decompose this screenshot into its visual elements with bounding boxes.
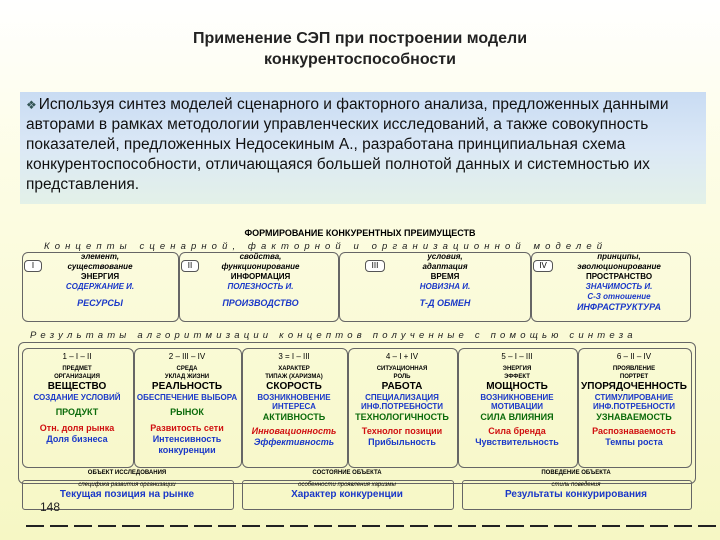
- dash-segment: [50, 525, 68, 527]
- bottom-column-2: [242, 469, 452, 501]
- result-label: 4 – I + IV: [385, 352, 419, 361]
- dash-segment: [674, 525, 692, 527]
- result-text: ТЕХНОЛОГИЧНОСТЬ: [355, 412, 449, 422]
- result-label: 5 – I – III: [501, 352, 533, 361]
- dash-segment: [74, 525, 92, 527]
- dash-segment: [602, 525, 620, 527]
- result-text: ВОЗНИКНОВЕНИЕ: [480, 393, 554, 402]
- result-text: ПРОДУКТ: [55, 407, 99, 417]
- result-text: ИНФ.ПОТРЕБНОСТИ: [592, 402, 676, 411]
- dash-segment: [650, 525, 668, 527]
- dash-segment: [218, 525, 236, 527]
- dash-segment: [626, 525, 644, 527]
- concept-text: ПРОСТРАНСТВО: [585, 272, 653, 281]
- bottom-text: ОБЪЕКТ ИССЛЕДОВАНИЯ: [87, 470, 167, 476]
- result-text: СОЗДАНИЕ УСЛОВИЙ: [33, 393, 121, 402]
- result-text: ВЕЩЕСТВО: [47, 381, 107, 392]
- dash-segment: [338, 525, 356, 527]
- result-column-5: [458, 352, 576, 448]
- result-text: ХАРАКТЕР: [278, 366, 310, 372]
- concept-text: Т-Д ОБМЕН: [419, 298, 471, 308]
- concept-text: ИНФРАСТРУКТУРА: [576, 302, 662, 312]
- dash-segment: [410, 525, 428, 527]
- concepts-heading: Концепты сценарной, факторной и организационной моделей: [44, 241, 608, 252]
- bottom-text: Текущая позиция на рынке: [59, 489, 195, 500]
- concept-text: условия,: [427, 252, 463, 261]
- result-text: УПОРЯДОЧЕННОСТЬ: [581, 381, 687, 392]
- result-text: ТИПАЖ (ХАРИЗМА): [265, 374, 323, 380]
- result-text: Интенсивность: [152, 434, 222, 444]
- concept-text: ИНФОРМАЦИЯ: [230, 272, 291, 281]
- result-text: МОТИВАЦИИ: [490, 402, 544, 411]
- result-text: ОРГАНИЗАЦИЯ: [54, 374, 100, 380]
- concept-text: элемент,: [80, 252, 120, 261]
- bottom-column-1: [22, 469, 232, 501]
- concept-1: [40, 252, 160, 308]
- dash-segment: [482, 525, 500, 527]
- result-column-2: [134, 352, 240, 456]
- result-text: УЗНАВАЕМОСТЬ: [596, 412, 672, 422]
- result-column-4: [348, 352, 456, 448]
- concept-text: ПРОИЗВОДСТВО: [222, 298, 299, 308]
- result-text: АКТИВНОСТЬ: [262, 412, 326, 422]
- result-text: ЭНЕРГИЯ: [502, 366, 532, 372]
- result-text: СКОРОСТЬ: [266, 381, 322, 392]
- concept-4: [556, 252, 682, 312]
- concept-number: III: [365, 260, 385, 272]
- dash-segment: [122, 525, 140, 527]
- dash-segment: [170, 525, 188, 527]
- concept-text: С-З отношение: [587, 292, 651, 301]
- concept-number: II: [181, 260, 199, 272]
- result-text: РОЛЬ: [393, 374, 411, 380]
- result-text: Инновационность: [251, 426, 337, 436]
- result-text: УКЛАД ЖИЗНИ: [164, 374, 210, 380]
- concept-text: ЭНЕРГИЯ: [80, 272, 120, 281]
- result-text: СПЕЦИАЛИЗАЦИЯ: [365, 393, 439, 402]
- bottom-text: ПОВЕДЕНИЕ ОБЪЕКТА: [541, 470, 611, 476]
- concept-text: эволюционирование: [577, 262, 661, 271]
- intro-text: Используя синтез моделей сценарного и факторного анализа, предложенных данными авторами в рамках методологии управленческих исследований, а также совокупность показателей, предложенных Недосекиным А., разработана принципиальная схема конкурентоспособности, отличающаяся большей полнотой данных и системностью их представления.: [26, 96, 669, 193]
- concept-text: функционирование: [221, 262, 300, 271]
- dash-segment: [194, 525, 212, 527]
- page-number: 148: [40, 500, 61, 514]
- bottom-text: Результаты конкурирования: [505, 489, 647, 500]
- result-column-1: [22, 352, 132, 445]
- result-text: РЫНОК: [170, 407, 204, 417]
- result-text: ИНФ.ПОТРЕБНОСТИ: [360, 402, 444, 411]
- dash-segment: [386, 525, 404, 527]
- result-text: ИНТЕРЕСА: [272, 402, 316, 411]
- result-label: 1 – I – II: [62, 352, 92, 361]
- results-heading: Результаты алгоритмизации концептов полученные с помощью синтеза: [30, 330, 637, 341]
- concept-text: ПОЛЕЗНОСТЬ И.: [227, 282, 294, 291]
- result-column-3: [242, 352, 346, 448]
- dash-segment: [98, 525, 116, 527]
- bottom-text: специфика развития организации: [78, 482, 176, 488]
- result-text: ВОЗНИКНОВЕНИЕ: [257, 393, 331, 402]
- concept-text: свойства,: [239, 252, 282, 261]
- result-text: ПОРТРЕТ: [619, 374, 649, 380]
- concept-text: НОВИЗНА И.: [419, 282, 471, 291]
- result-text: РЕАЛЬНОСТЬ: [151, 381, 223, 392]
- dash-segment: [290, 525, 308, 527]
- title-line-2: конкурентоспособности: [264, 51, 456, 68]
- result-text: ОБЕСПЕЧЕНИЕ ВЫБОРА: [136, 393, 238, 402]
- result-text: Доля бизнеса: [46, 434, 108, 444]
- bottom-text: Характер конкуренции: [291, 489, 403, 500]
- dash-segment: [554, 525, 572, 527]
- dash-segment: [26, 525, 44, 527]
- concept-number: IV: [533, 260, 553, 272]
- diamond-bullet-icon: ❖: [26, 98, 37, 112]
- dash-segment: [362, 525, 380, 527]
- result-text: СИТУАЦИОННАЯ: [376, 366, 428, 372]
- result-text: ПРЕДМЕТ: [62, 366, 92, 372]
- result-text: СИЛА ВЛИЯНИЯ: [480, 412, 554, 422]
- dash-segment: [314, 525, 332, 527]
- result-text: конкуренции: [158, 445, 216, 455]
- result-label: 6 – II – IV: [616, 352, 652, 361]
- result-text: РАБОТА: [381, 381, 423, 392]
- result-text: Отн. доля рынка: [39, 423, 115, 433]
- concept-text: РЕСУРСЫ: [77, 298, 123, 308]
- result-label: 3 = I – III: [278, 352, 310, 361]
- slide-title: [0, 28, 720, 70]
- bottom-column-3: [462, 469, 690, 501]
- dash-segment: [146, 525, 164, 527]
- dash-segment: [698, 525, 716, 527]
- concept-text: ЗНАЧИМОСТЬ И.: [585, 282, 653, 291]
- bottom-text: особенности проявления харизмы: [298, 482, 396, 488]
- concept-text: СОДЕРЖАНИЕ И.: [65, 282, 135, 291]
- concept-3: [385, 252, 505, 308]
- result-text: СТИМУЛИРОВАНИЕ: [594, 393, 674, 402]
- result-text: ЭФФЕКТ: [504, 374, 530, 380]
- result-text: Эффективность: [253, 437, 335, 447]
- title-line-1: Применение СЭП при построении модели: [192, 30, 528, 47]
- result-text: Сила бренда: [488, 426, 546, 436]
- result-text: МОЩНОСТЬ: [486, 381, 548, 392]
- result-text: Прибыльность: [368, 437, 436, 447]
- result-column-6: [578, 352, 690, 448]
- result-text: Технолог позиции: [361, 426, 443, 436]
- intro-paragraph: [26, 95, 702, 195]
- result-text: ПРОЯВЛЕНИЕ: [612, 366, 656, 372]
- dash-segment: [530, 525, 548, 527]
- result-text: Распознаваемость: [592, 426, 676, 436]
- dash-segment: [578, 525, 596, 527]
- concept-number: I: [24, 260, 42, 272]
- bottom-text: СОСТОЯНИЕ ОБЪЕКТА: [312, 470, 382, 476]
- result-text: СРЕДА: [176, 366, 198, 372]
- concept-2: [198, 252, 323, 308]
- result-text: Чувствительность: [475, 437, 559, 447]
- result-text: Темпы роста: [605, 437, 663, 447]
- dash-segment: [242, 525, 260, 527]
- dash-segment: [434, 525, 452, 527]
- result-text: Развитость сети: [150, 423, 224, 433]
- dash-segment: [458, 525, 476, 527]
- dash-segment: [506, 525, 524, 527]
- concept-text: существование: [67, 262, 133, 271]
- concept-text: адаптация: [422, 262, 468, 271]
- result-label: 2 – III – IV: [168, 352, 206, 361]
- concept-text: ВРЕМЯ: [430, 272, 460, 281]
- bottom-text: стиль поведения: [551, 482, 601, 488]
- diagram-header: ФОРМИРОВАНИЕ КОНКУРЕНТНЫХ ПРЕИМУЩЕСТВ: [244, 228, 476, 238]
- concept-text: принципы,: [597, 252, 641, 261]
- dash-segment: [266, 525, 284, 527]
